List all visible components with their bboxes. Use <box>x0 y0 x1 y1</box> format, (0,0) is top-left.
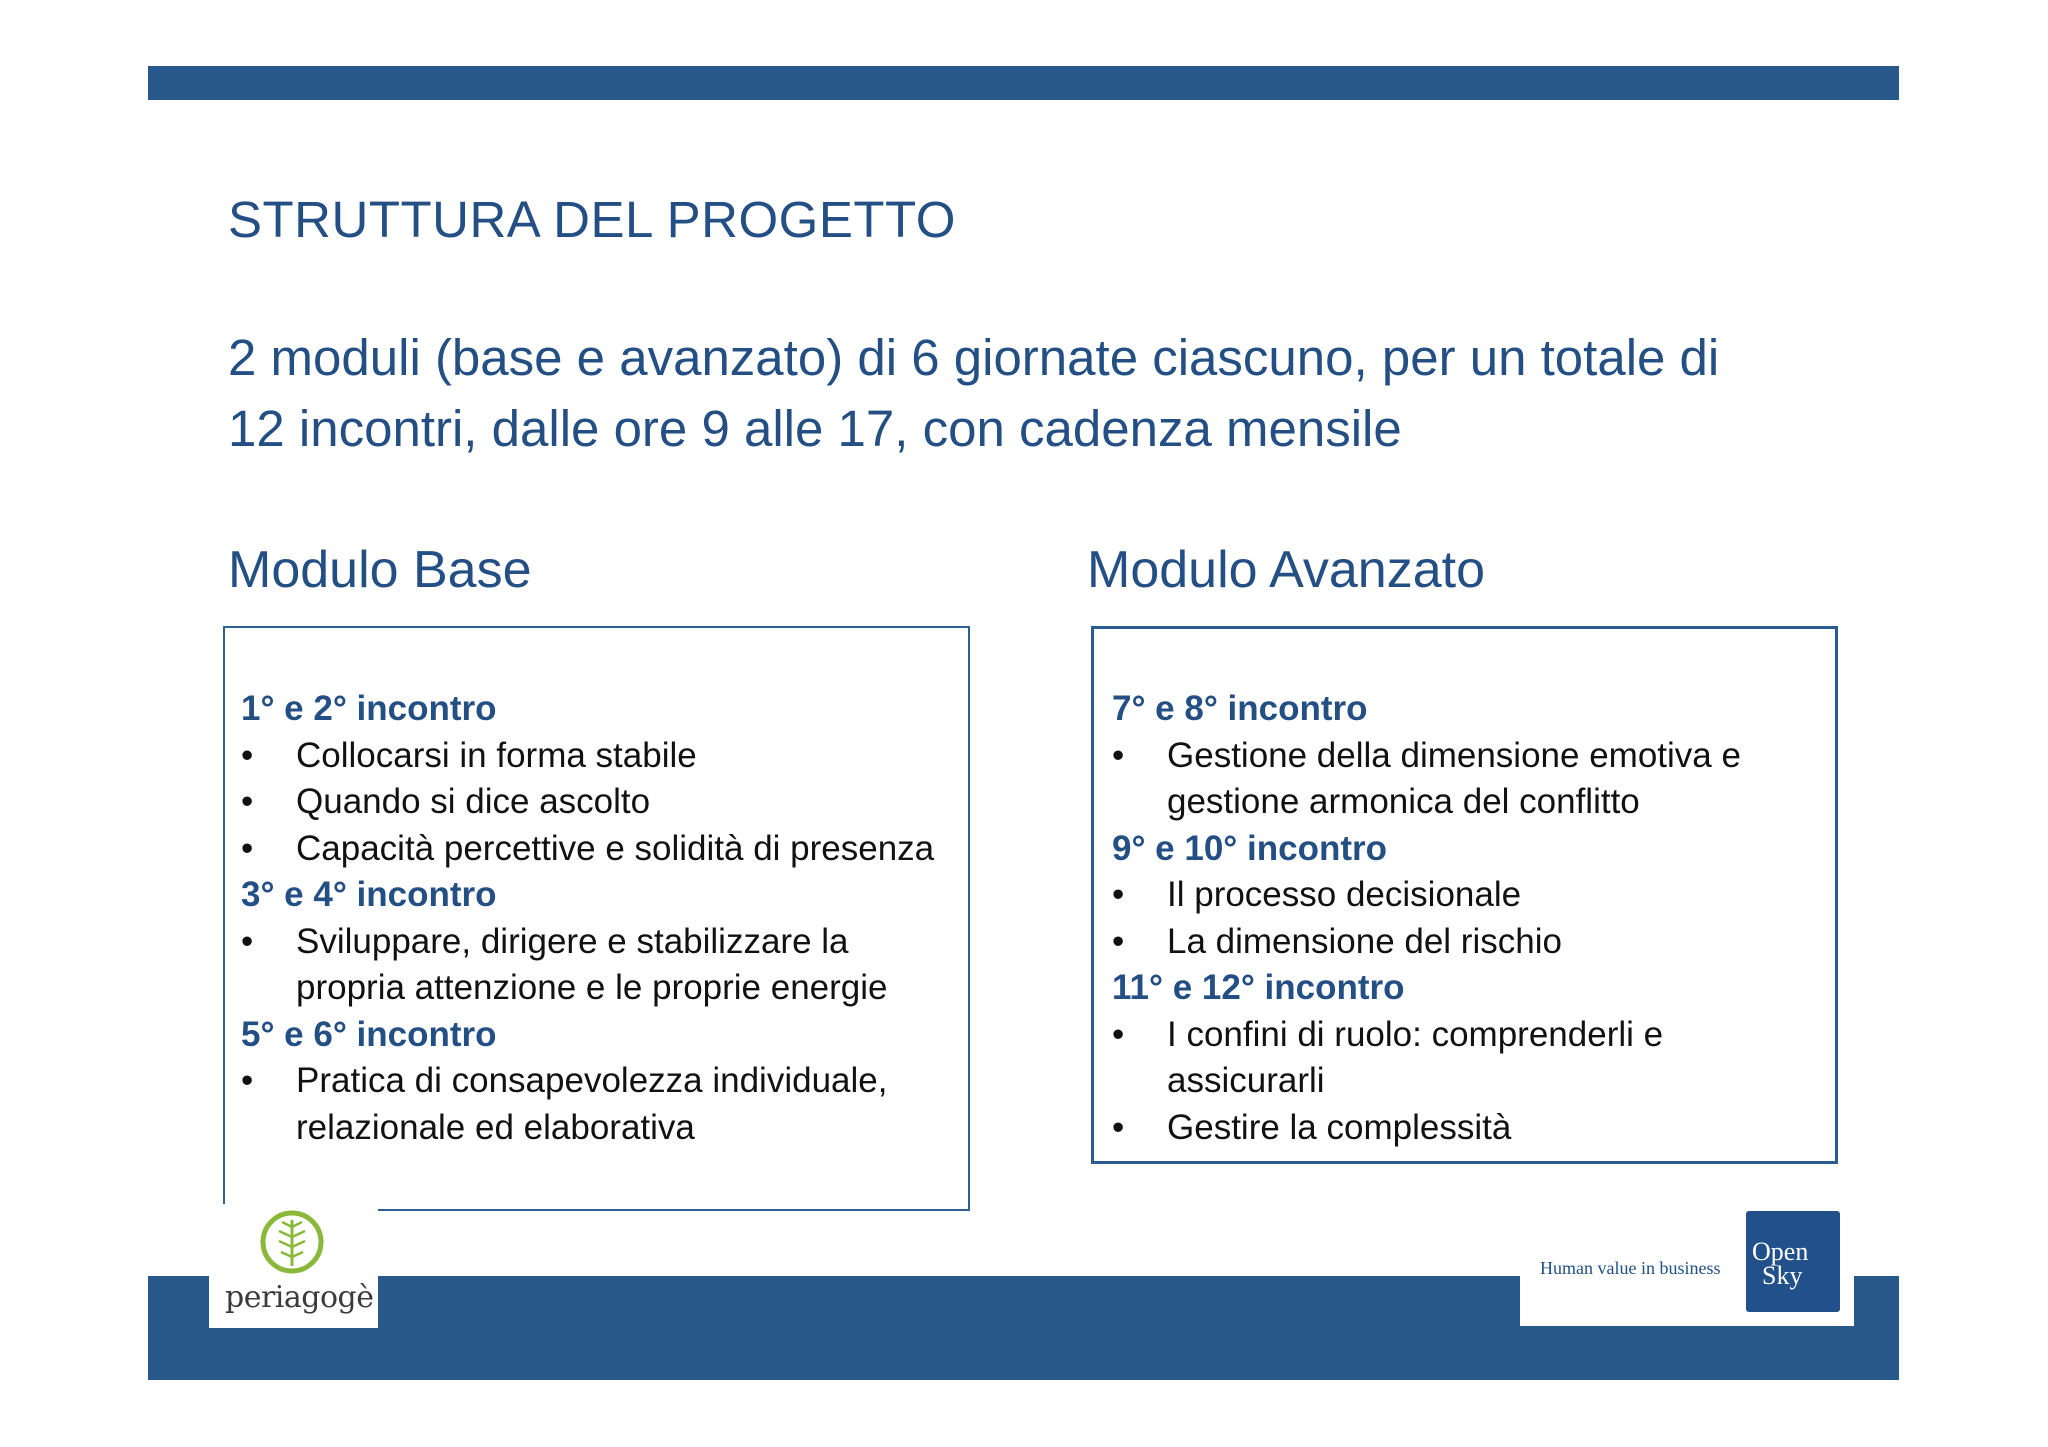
topic-text: Gestione della dimensione emotiva e gestione armonica del conflitto <box>1167 735 1741 821</box>
opensky-logo <box>1520 1208 1854 1326</box>
module-base-box <box>223 626 970 1211</box>
topic-text: La dimensione del rischio <box>1167 921 1562 961</box>
module-base-heading: Modulo Base <box>228 541 532 599</box>
topic-text: Gestire la complessità <box>1167 1107 1512 1147</box>
bullet-icon: • <box>1112 1107 1125 1147</box>
topic-text: Sviluppare, dirigere e stabilizzare la propria attenzione e le proprie energie <box>296 921 888 1007</box>
opensky-badge <box>1746 1211 1840 1312</box>
bullet-icon: • <box>1112 921 1125 961</box>
tree-icon <box>260 1210 324 1274</box>
meeting-heading: 11° e 12° incontro <box>1112 968 1405 1007</box>
topic-item <box>1112 1105 1825 1152</box>
topic-list <box>241 919 958 1012</box>
meeting-heading: 1° e 2° incontro <box>241 689 497 728</box>
opensky-badge-line2: Sky <box>1762 1261 1803 1290</box>
topic-item <box>241 919 958 1012</box>
bullet-icon: • <box>241 828 254 868</box>
bullet-icon: • <box>1112 735 1125 775</box>
topic-text: Quando si dice ascolto <box>296 782 651 821</box>
bullet-icon: • <box>1112 875 1125 914</box>
module-advanced-box <box>1091 626 1838 1164</box>
periagoge-logo <box>209 1204 378 1328</box>
topic-list <box>1112 1012 1825 1152</box>
module-advanced-heading: Modulo Avanzato <box>1087 541 1485 599</box>
intro-line-1: 2 moduli (base e avanzato) di 6 giornate ciascuno, per un totale di <box>228 329 1720 386</box>
topic-item <box>241 1058 958 1151</box>
slide-title: STRUTTURA DEL PROGETTO <box>228 191 956 248</box>
bullet-icon: • <box>241 1061 254 1100</box>
top-header-bar <box>148 66 1899 100</box>
topic-item <box>241 779 958 826</box>
topic-text: Capacità percettive e solidità di presenza <box>296 828 935 868</box>
module-base-content <box>241 686 958 1151</box>
topic-text: Il processo decisionale <box>1167 875 1522 914</box>
meeting-heading: 9° e 10° incontro <box>1112 828 1388 868</box>
opensky-badge-line1: Open <box>1752 1237 1809 1266</box>
meeting-heading: 5° e 6° incontro <box>241 1014 497 1054</box>
topic-item <box>1112 872 1825 919</box>
topic-list <box>1112 872 1825 965</box>
bullet-icon: • <box>241 782 254 821</box>
topic-item <box>1112 1012 1825 1105</box>
meeting-heading: 7° e 8° incontro <box>1112 689 1368 728</box>
topic-item <box>1112 919 1825 966</box>
topic-text: Pratica di consapevolezza individuale, relazionale ed elaborativa <box>296 1061 888 1147</box>
topic-item <box>241 733 958 780</box>
topic-list <box>241 1058 958 1151</box>
topic-text: I confini di ruolo: comprenderli e assicurarli <box>1167 1014 1664 1100</box>
topic-list <box>241 733 958 873</box>
intro-text <box>228 322 1868 464</box>
module-advanced-content <box>1112 686 1825 1151</box>
intro-line-2: 12 incontri, dalle ore 9 alle 17, con cadenza mensile <box>228 400 1402 457</box>
periagoge-wordmark: periagogè <box>225 1280 374 1315</box>
topic-item <box>1112 733 1825 826</box>
bullet-icon: • <box>241 921 254 961</box>
bullet-icon: • <box>1112 1014 1125 1054</box>
topic-item <box>241 826 958 873</box>
topic-list <box>1112 733 1825 826</box>
meeting-heading: 3° e 4° incontro <box>241 875 497 914</box>
topic-text: Collocarsi in forma stabile <box>296 735 697 775</box>
bullet-icon: • <box>241 735 254 775</box>
opensky-tagline: Human value in business <box>1540 1258 1721 1278</box>
